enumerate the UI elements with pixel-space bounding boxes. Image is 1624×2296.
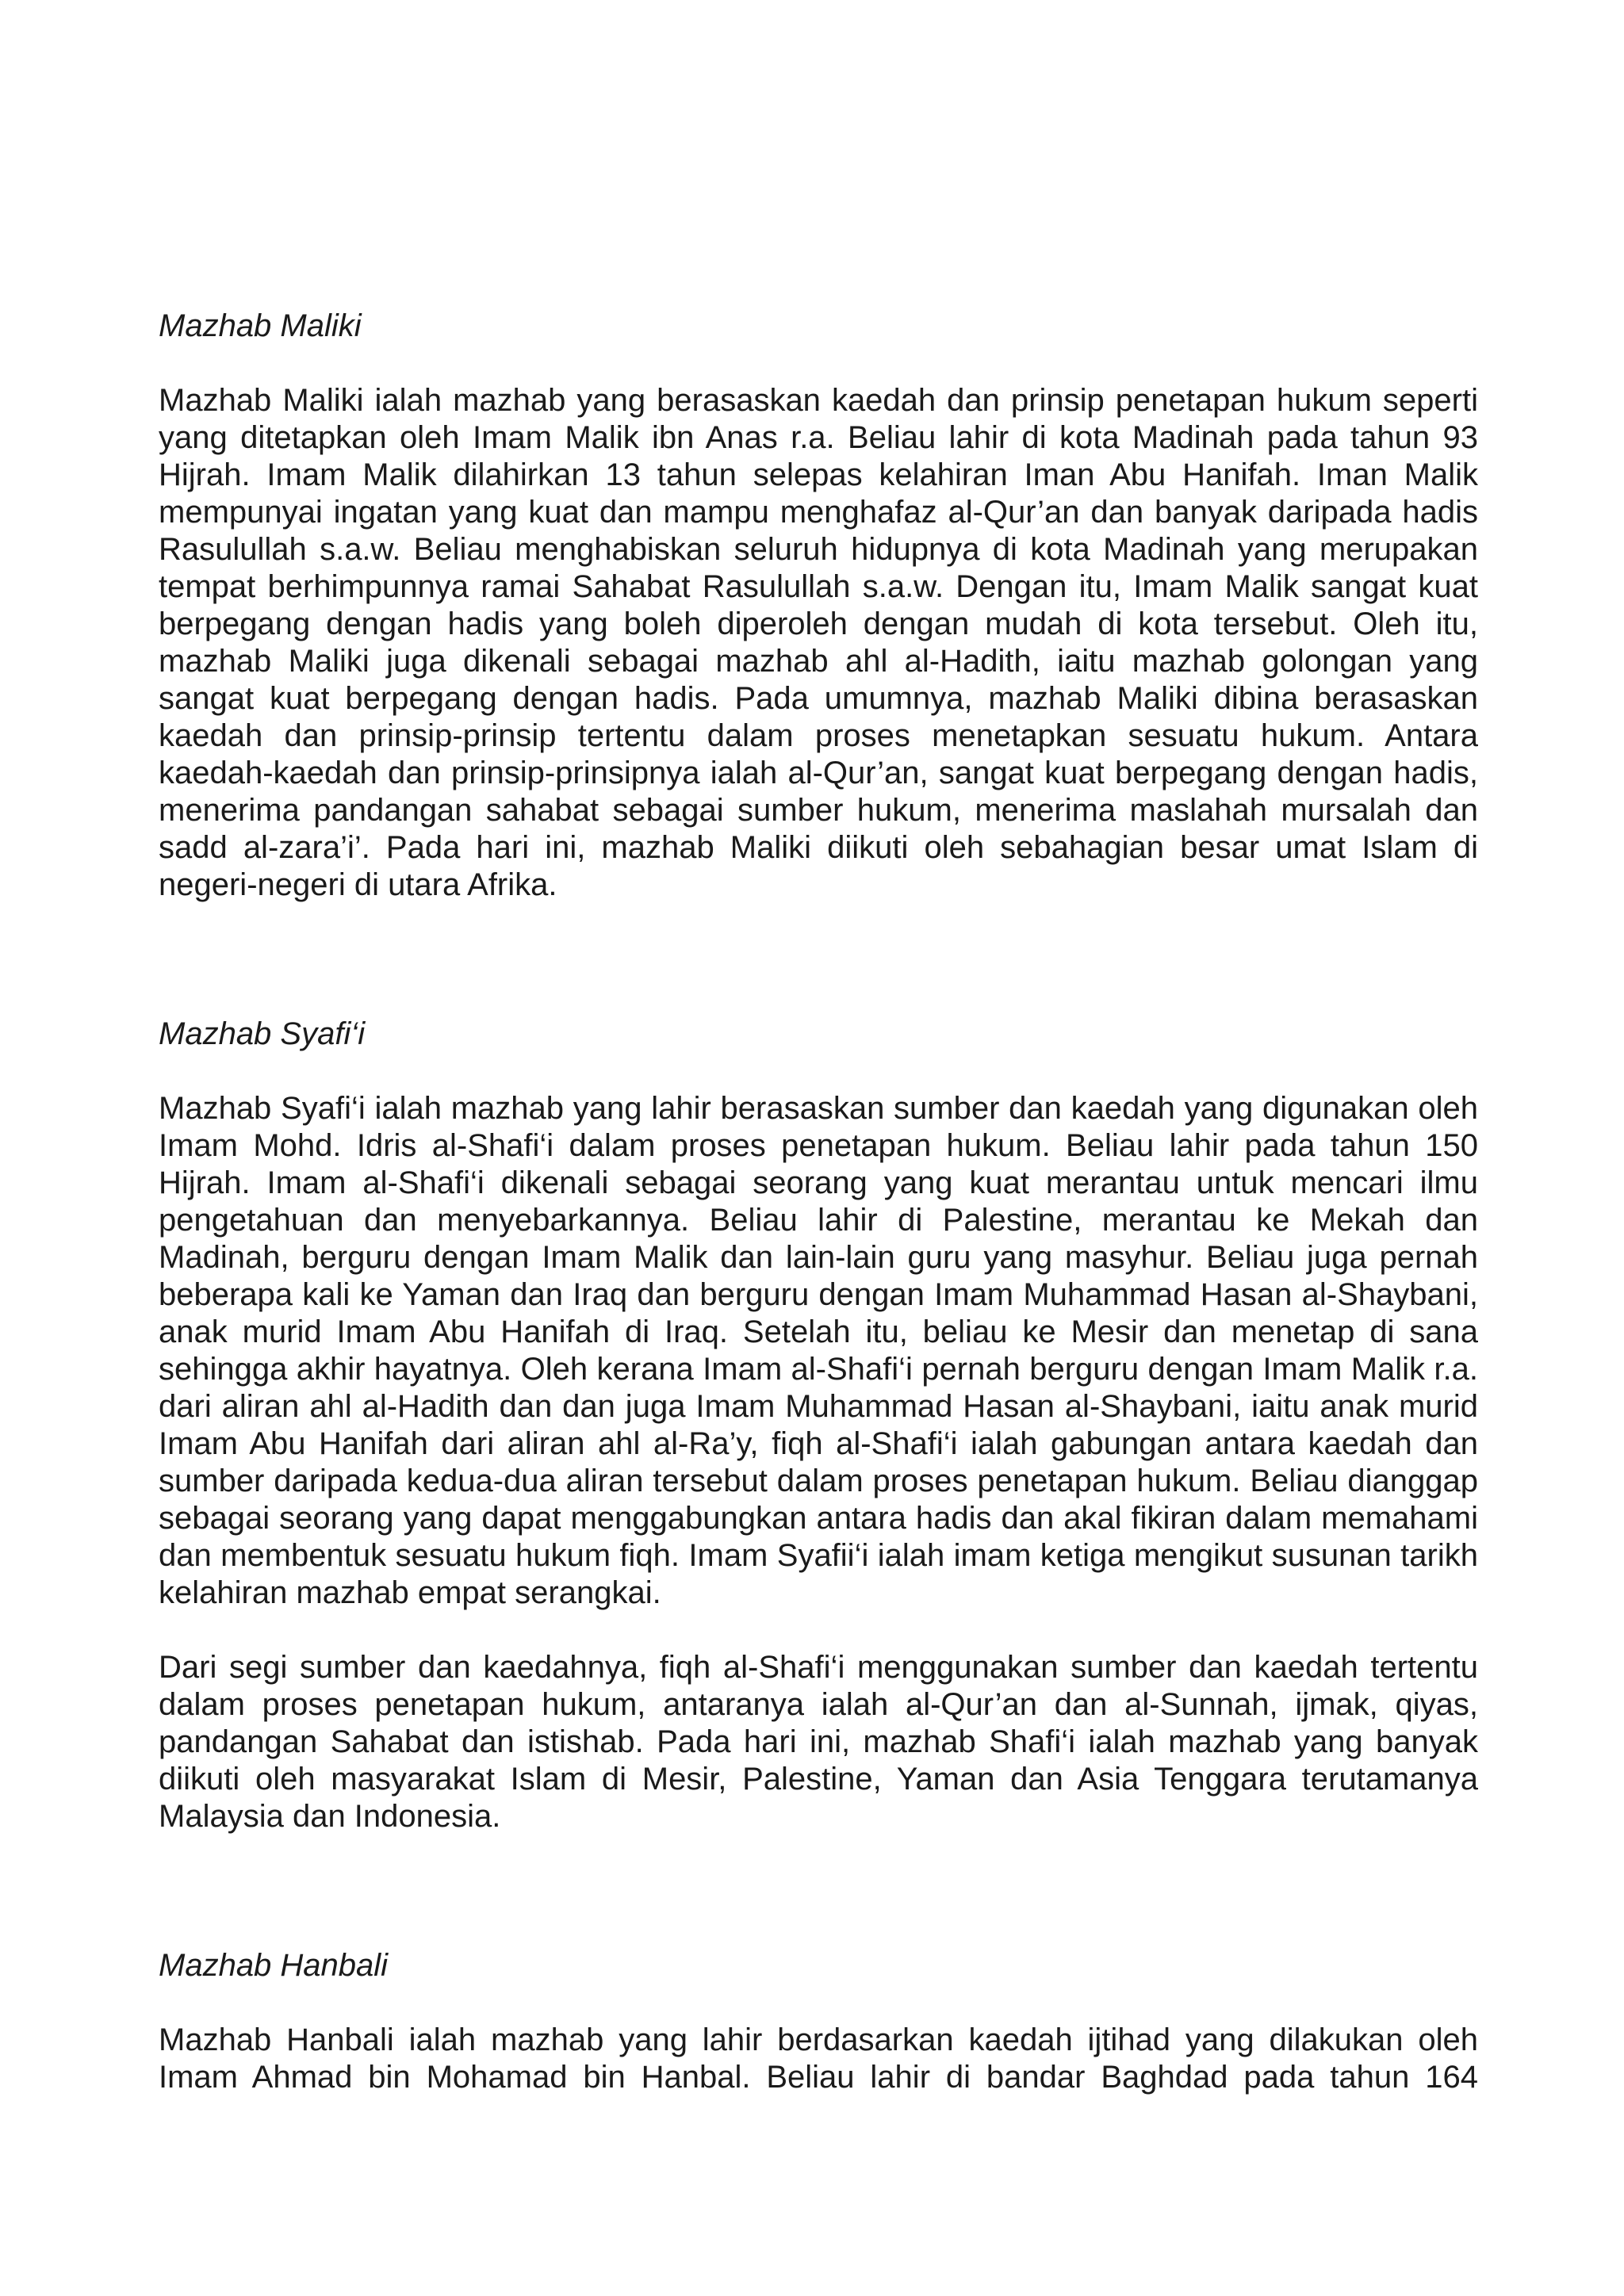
document-page [159, 308, 1478, 2096]
paragraph-syafii-1: Mazhab Syafi‘i ialah mazhab yang lahir berasaskan sumber dan kaedah yang digunakan oleh Imam Mohd. Idris al-Shafi‘i dalam proses penetapan hukum. Beliau lahir pada tahun 150 Hijrah. Imam al-Shafi‘i dikenali sebagai seorang yang kuat merantau untuk mencari ilmu pengetahuan dan menyebarkannya. Beliau lahir di Palestine, merantau ke Mekah dan Madinah, berguru dengan Imam Malik dan lain-lain guru yang masyhur. Beliau juga pernah beberapa kali ke Yaman dan Iraq dan berguru dengan Imam Muhammad Hasan al-Shaybani, anak murid Imam Abu Hanifah di Iraq. Setelah itu, beliau ke Mesir dan menetap di sana sehingga akhir hayatnya. Oleh kerana Imam al-Shafi‘i pernah berguru dengan Imam Malik r.a. dari aliran ahl al-Hadith dan dan juga Imam Muhammad Hasan al-Shaybani, iaitu anak murid Imam Abu Hanifah dari aliran ahl al-Ra’y, fiqh al-Shafi‘i ialah gabungan antara kaedah dan sumber daripada kedua-dua aliran tersebut dalam proses penetapan hukum. Beliau dianggap sebagai seorang yang dapat menggabungkan antara hadis dan akal fikiran dalam memahami dan membentuk sesuatu hukum fiqh. Imam Syafii‘i ialah imam ketiga mengikut susunan tarikh kelahiran mazhab empat serangkai. [159, 1091, 1478, 1610]
paragraph-syafii-2: Dari segi sumber dan kaedahnya, fiqh al-Shafi‘i menggunakan sumber dan kaedah tertentu dalam proses penetapan hukum, antaranya ialah al-Qur’an dan al-Sunnah, ijmak, qiyas, pandangan Sahabat dan istishab. Pada hari ini, mazhab Shafi‘i ialah mazhab yang banyak diikuti oleh masyarakat Islam di Mesir, Palestine, Yaman dan Asia Tenggara terutamanya Malaysia dan Indonesia. [159, 1650, 1478, 1834]
paragraph-maliki: Mazhab Maliki ialah mazhab yang berasaskan kaedah dan prinsip penetapan hukum seperti yang ditetapkan oleh Imam Malik ibn Anas r.a. Beliau lahir di kota Madinah pada tahun 93 Hijrah. Imam Malik dilahirkan 13 tahun selepas kelahiran Iman Abu Hanifah. Iman Malik mempunyai ingatan yang kuat dan mampu menghafaz al-Qur’an dan banyak daripada hadis Rasulullah s.a.w. Beliau menghabiskan seluruh hidupnya di kota Madinah yang merupakan tempat berhimpunnya ramai Sahabat Rasulullah s.a.w. Dengan itu, Imam Malik sangat kuat berpegang dengan hadis yang boleh diperoleh dengan mudah di kota tersebut. Oleh itu, mazhab Maliki juga dikenali sebagai mazhab ahl al-Hadith, iaitu mazhab golongan yang sangat kuat berpegang dengan hadis. Pada umumnya, mazhab Maliki dibina berasaskan kaedah dan prinsip-prinsip tertentu dalam proses menetapkan sesuatu hukum. Antara kaedah-kaedah dan prinsip-prinsipnya ialah al-Qur’an, sangat kuat berpegang dengan hadis, menerima pandangan sahabat sebagai sumber hukum, menerima maslahah mursalah dan sadd al-zara’i’. Pada hari ini, mazhab Maliki diikuti oleh sebahagian besar umat Islam di negeri-negeri di utara Afrika. [159, 383, 1478, 902]
section-heading-syafii: Mazhab Syafi‘i [159, 1016, 366, 1051]
paragraph-hanbali: Mazhab Hanbali ialah mazhab yang lahir berdasarkan kaedah ijtihad yang dilakukan oleh Imam Ahmad bin Mohamad bin Hanbal. Beliau lahir di bandar Baghdad pada tahun 164 [159, 2022, 1478, 2095]
section-heading-hanbali: Mazhab Hanbali [159, 1948, 389, 1983]
section-heading-maliki: Mazhab Maliki [159, 308, 362, 343]
